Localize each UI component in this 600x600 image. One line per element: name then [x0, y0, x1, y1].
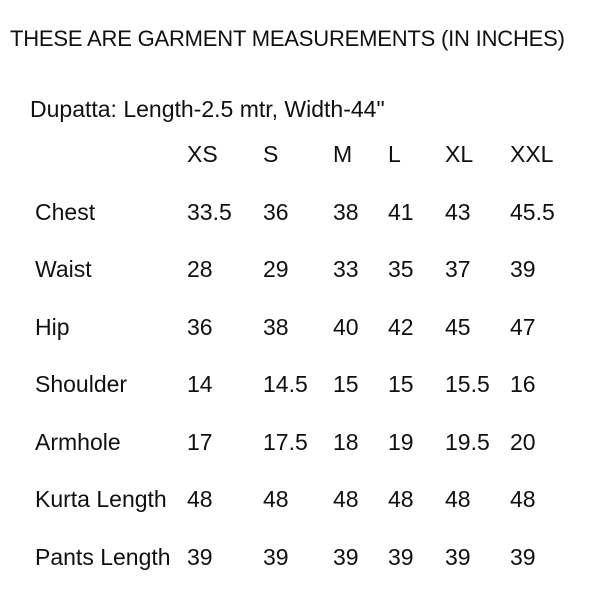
- chest-m-value: 38: [333, 198, 359, 225]
- pants-length-xxl-value: 39: [510, 543, 536, 570]
- waist-xxl-value: 39: [510, 256, 536, 283]
- waist-s-value: 29: [263, 256, 289, 283]
- pants-length-l-value: 39: [388, 543, 414, 570]
- kurta-length-xs-value: 48: [187, 486, 213, 513]
- armhole-xs-value: 17: [187, 428, 213, 455]
- shoulder-xl-value: 15.5: [445, 371, 490, 398]
- waist-m-value: 33: [333, 256, 359, 283]
- chest-xl-value: 43: [445, 198, 471, 225]
- row-label-waist: Waist: [35, 256, 92, 283]
- hip-m-value: 40: [333, 313, 359, 340]
- hip-s-value: 38: [263, 313, 289, 340]
- size-header-s: S: [263, 141, 279, 168]
- armhole-xxl-value: 20: [510, 428, 536, 455]
- pants-length-xs-value: 39: [187, 543, 213, 570]
- chest-l-value: 41: [388, 198, 414, 225]
- kurta-length-l-value: 48: [388, 486, 414, 513]
- row-label-kurta-length: Kurta Length: [35, 486, 167, 513]
- armhole-xl-value: 19.5: [445, 428, 490, 455]
- pants-length-s-value: 39: [263, 543, 289, 570]
- size-header-xxl: XXL: [510, 141, 554, 168]
- waist-xs-value: 28: [187, 256, 213, 283]
- row-label-chest: Chest: [35, 198, 96, 225]
- waist-l-value: 35: [388, 256, 414, 283]
- armhole-m-value: 18: [333, 428, 359, 455]
- dupatta-note: Dupatta: Length-2.5 mtr, Width-44": [30, 96, 385, 122]
- hip-xs-value: 36: [187, 313, 213, 340]
- chest-xs-value: 33.5: [187, 198, 232, 225]
- kurta-length-s-value: 48: [263, 486, 289, 513]
- kurta-length-xxl-value: 48: [510, 486, 536, 513]
- size-header-xl: XL: [445, 141, 474, 168]
- row-label-pants-length: Pants Length: [35, 543, 171, 570]
- hip-xl-value: 45: [445, 313, 471, 340]
- size-header-xs: XS: [187, 141, 218, 168]
- shoulder-xs-value: 14: [187, 371, 213, 398]
- kurta-length-m-value: 48: [333, 486, 359, 513]
- row-label-hip: Hip: [35, 313, 70, 340]
- waist-xl-value: 37: [445, 256, 471, 283]
- row-label-shoulder: Shoulder: [35, 371, 128, 398]
- shoulder-s-value: 14.5: [263, 371, 308, 398]
- chest-xxl-value: 45.5: [510, 198, 555, 225]
- pants-length-m-value: 39: [333, 543, 359, 570]
- measurements-table: [35, 126, 598, 586]
- row-label-armhole: Armhole: [35, 428, 121, 455]
- shoulder-xxl-value: 16: [510, 371, 536, 398]
- size-header-m: M: [333, 141, 353, 168]
- shoulder-l-value: 15: [388, 371, 414, 398]
- hip-xxl-value: 47: [510, 313, 536, 340]
- pants-length-xl-value: 39: [445, 543, 471, 570]
- page-title: THESE ARE GARMENT MEASUREMENTS (IN INCHES): [10, 26, 565, 51]
- shoulder-m-value: 15: [333, 371, 359, 398]
- armhole-s-value: 17.5: [263, 428, 308, 455]
- kurta-length-xl-value: 48: [445, 486, 471, 513]
- chest-s-value: 36: [263, 198, 289, 225]
- hip-l-value: 42: [388, 313, 414, 340]
- armhole-l-value: 19: [388, 428, 414, 455]
- size-header-l: L: [388, 141, 401, 168]
